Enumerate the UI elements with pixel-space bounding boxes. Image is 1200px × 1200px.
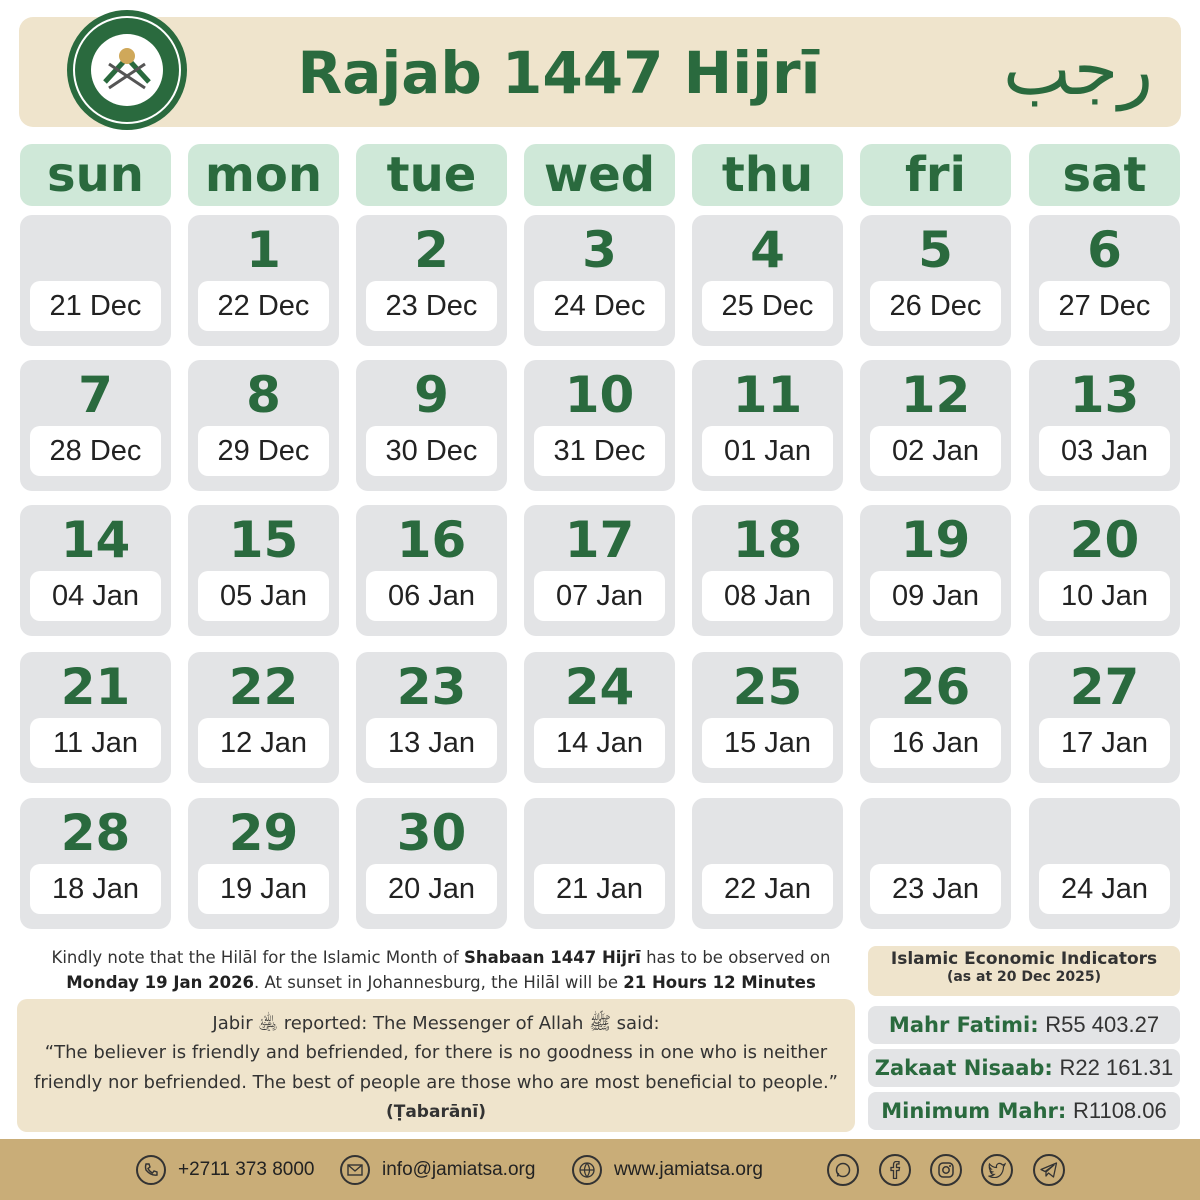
calendar-day-cell — [1029, 652, 1180, 783]
calendar-day-cell — [188, 652, 339, 783]
indicator-zakaat-nisaab: Zakaat Nisaab: R22 161.31 — [868, 1049, 1180, 1087]
gregorian-date: 29 Dec — [198, 426, 329, 476]
telegram-icon[interactable] — [1033, 1154, 1065, 1186]
hijri-date: 25 — [732, 658, 803, 716]
calendar-day-cell — [524, 360, 675, 491]
gregorian-date: 24 Jan — [1039, 864, 1170, 914]
gregorian-date: 17 Jan — [1039, 718, 1170, 768]
hijri-date: 18 — [732, 511, 803, 569]
hijri-date: 6 — [1087, 221, 1122, 279]
calendar-day-cell — [188, 360, 339, 491]
gregorian-date: 26 Dec — [870, 281, 1001, 331]
gregorian-date: 08 Jan — [702, 571, 833, 621]
gregorian-date: 01 Jan — [702, 426, 833, 476]
arabic-title: رجب — [1003, 27, 1153, 111]
calendar-day-cell — [692, 505, 843, 636]
calendar-day-cell — [860, 505, 1011, 636]
calendar-day-cell — [20, 505, 171, 636]
economic-indicators-header: Islamic Economic Indicators (as at 20 Dec 2025) — [868, 946, 1180, 996]
hijri-date: 12 — [900, 366, 971, 424]
hijri-date: 13 — [1069, 366, 1140, 424]
calendar-day-cell — [1029, 505, 1180, 636]
gregorian-date: 13 Jan — [366, 718, 497, 768]
gregorian-date: 24 Dec — [534, 281, 665, 331]
calendar-day-cell — [20, 798, 171, 929]
calendar-day-cell — [692, 652, 843, 783]
hijri-date: 28 — [60, 804, 131, 862]
calendar-day-cell — [20, 652, 171, 783]
day-header-tue: tue — [356, 144, 507, 206]
gregorian-date: 05 Jan — [198, 571, 329, 621]
gregorian-date: 21 Dec — [30, 281, 161, 331]
hadith-box — [17, 999, 855, 1132]
gregorian-date: 20 Jan — [366, 864, 497, 914]
calendar-day-cell — [1029, 360, 1180, 491]
gregorian-date: 11 Jan — [30, 718, 161, 768]
hadith-source: (Ṭabarānī) — [385, 1102, 487, 1122]
gregorian-date: 04 Jan — [30, 571, 161, 621]
hijri-date: 10 — [564, 366, 635, 424]
gregorian-date: 12 Jan — [198, 718, 329, 768]
footer-web[interactable] — [572, 1153, 763, 1187]
calendar-day-cell — [20, 360, 171, 491]
phone-icon — [136, 1155, 166, 1185]
hijri-date: 9 — [414, 366, 449, 424]
calendar-day-cell — [188, 798, 339, 929]
calendar-day-cell — [356, 360, 507, 491]
day-header-thu: thu — [692, 144, 843, 206]
hadith-quote: “The believer is friendly and befriended, for there is no goodness in one who is neither friendly nor befriended. The best of people are those who are most beneficial to people.” — [33, 1042, 839, 1093]
calendar-day-cell — [860, 360, 1011, 491]
gregorian-date: 09 Jan — [870, 571, 1001, 621]
day-header-mon: mon — [188, 144, 339, 206]
calendar-day-cell — [524, 652, 675, 783]
header-banner — [19, 17, 1181, 127]
gregorian-date: 18 Jan — [30, 864, 161, 914]
hijri-date: 8 — [246, 366, 281, 424]
hijri-date: 22 — [228, 658, 299, 716]
hijri-date: 3 — [582, 221, 617, 279]
hijri-date: 29 — [228, 804, 299, 862]
hijri-date: 26 — [900, 658, 971, 716]
calendar-day-cell — [356, 505, 507, 636]
hijri-date: 27 — [1069, 658, 1140, 716]
calendar-day-cell — [860, 215, 1011, 346]
calendar-day-cell — [860, 652, 1011, 783]
gregorian-date: 27 Dec — [1039, 281, 1170, 331]
day-header-wed: wed — [524, 144, 675, 206]
hijri-date: 2 — [414, 221, 449, 279]
footer-email[interactable] — [340, 1153, 535, 1187]
calendar-day-cell — [356, 652, 507, 783]
hijri-date: 1 — [246, 221, 281, 279]
gregorian-date: 31 Dec — [534, 426, 665, 476]
hijri-date: 17 — [564, 511, 635, 569]
hijri-date: 16 — [396, 511, 467, 569]
calendar-day-cell — [692, 215, 843, 346]
gregorian-date: 28 Dec — [30, 426, 161, 476]
hijri-date: 15 — [228, 511, 299, 569]
hijri-date: 30 — [396, 804, 467, 862]
hijri-date: 24 — [564, 658, 635, 716]
gregorian-date: 22 Jan — [702, 864, 833, 914]
calendar-day-cell — [524, 505, 675, 636]
indicator-mahr-fatimi: Mahr Fatimi: R55 403.27 — [868, 1006, 1180, 1044]
instagram-icon[interactable] — [930, 1154, 962, 1186]
calendar-day-cell — [356, 215, 507, 346]
gregorian-date: 07 Jan — [534, 571, 665, 621]
footer-phone[interactable] — [136, 1153, 314, 1187]
calendar-day-cell — [692, 798, 843, 929]
hijri-date: 14 — [60, 511, 131, 569]
hijri-date: 4 — [750, 221, 785, 279]
gregorian-date: 19 Jan — [198, 864, 329, 914]
email-icon — [340, 1155, 370, 1185]
hijri-date: 23 — [396, 658, 467, 716]
day-header-sat: sat — [1029, 144, 1180, 206]
gregorian-date: 16 Jan — [870, 718, 1001, 768]
hijri-date: 21 — [60, 658, 131, 716]
calendar-day-cell — [524, 798, 675, 929]
gregorian-date: 15 Jan — [702, 718, 833, 768]
hijri-date: 7 — [78, 366, 113, 424]
hilal-note: Kindly note that the Hilāl for the Islamic Month of Shabaan 1447 Hijrī has to be observed on Monday 19 Jan 2026. At sunset in Johannesburg, the Hilāl will be 21 Hours 12 Minutes — [51, 948, 831, 992]
gregorian-date: 23 Dec — [366, 281, 497, 331]
email-address[interactable]: info@jamiatsa.org — [382, 1159, 536, 1180]
gregorian-date: 23 Jan — [870, 864, 1001, 914]
hijri-date: 11 — [732, 366, 803, 424]
hijri-date: 5 — [918, 221, 953, 279]
calendar-day-cell — [20, 215, 171, 346]
gregorian-date: 02 Jan — [870, 426, 1001, 476]
gregorian-date: 06 Jan — [366, 571, 497, 621]
gregorian-date: 10 Jan — [1039, 571, 1170, 621]
facebook-icon[interactable] — [879, 1154, 911, 1186]
gregorian-date: 30 Dec — [366, 426, 497, 476]
calendar-day-cell — [692, 360, 843, 491]
twitter-icon[interactable] — [981, 1154, 1013, 1186]
hadith-narrator: Jabir ﵁ reported: The Messenger of Allah ﷺ said: — [212, 1013, 660, 1034]
calendar-day-cell — [356, 798, 507, 929]
gregorian-date: 22 Dec — [198, 281, 329, 331]
gregorian-date: 25 Dec — [702, 281, 833, 331]
calendar-day-cell — [188, 505, 339, 636]
footer-bar — [0, 1139, 1200, 1200]
website-url[interactable]: www.jamiatsa.org — [614, 1159, 763, 1180]
hijri-date: 20 — [1069, 511, 1140, 569]
day-header-sun: sun — [20, 144, 171, 206]
whatsapp-icon[interactable] — [827, 1154, 859, 1186]
gregorian-date: 03 Jan — [1039, 426, 1170, 476]
page-title: Rajab 1447 Hijrī — [297, 39, 821, 107]
phone-number[interactable]: +2711 373 8000 — [178, 1159, 315, 1180]
indicator-minimum-mahr: Minimum Mahr: R1108.06 — [868, 1092, 1180, 1130]
globe-icon — [572, 1155, 602, 1185]
gregorian-date: 21 Jan — [534, 864, 665, 914]
calendar-day-cell — [1029, 798, 1180, 929]
calendar-day-cell — [524, 215, 675, 346]
calendar-day-cell — [188, 215, 339, 346]
calendar-day-cell — [1029, 215, 1180, 346]
gregorian-date: 14 Jan — [534, 718, 665, 768]
calendar-day-cell — [860, 798, 1011, 929]
hijri-date: 19 — [900, 511, 971, 569]
day-header-fri: fri — [860, 144, 1011, 206]
